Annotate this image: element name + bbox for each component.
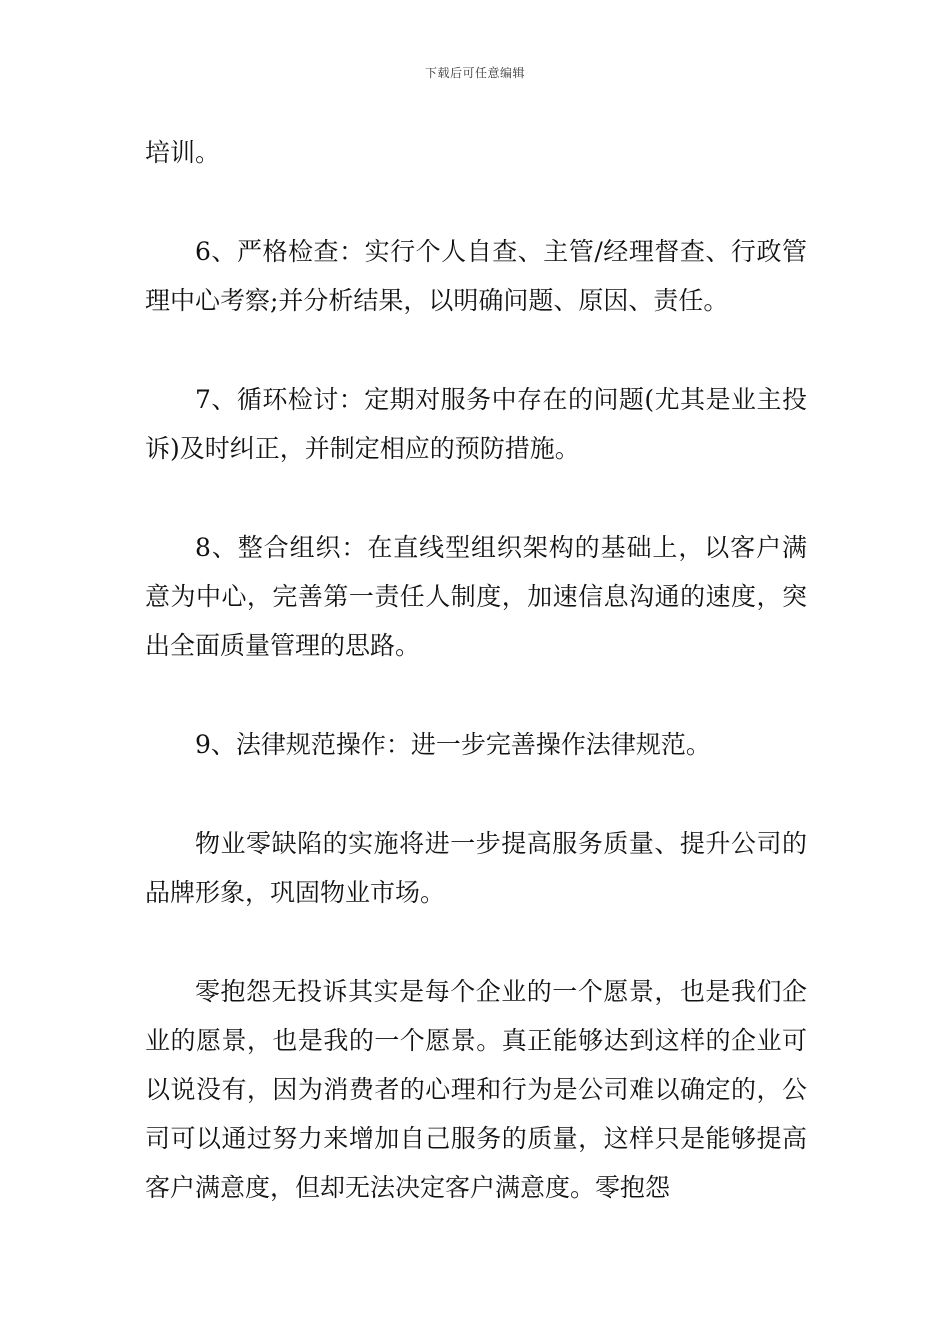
- page-header: 下载后可任意编辑: [424, 66, 525, 80]
- paragraph-item-8: 8、整合组织：在直线型组织架构的基础上，以客户满意为中心，完善第一责任人制度，加速信息沟通的速度，突出全面质量管理的思路。: [145, 533, 807, 660]
- paragraph-item-7: 7、循环检讨：定期对服务中存在的问题(尤其是业主投诉)及时纠正，并制定相应的预防措施。: [145, 385, 807, 463]
- paragraph-zero-defect: 物业零缺陷的实施将进一步提高服务质量、提升公司的品牌形象，巩固物业市场。: [145, 829, 807, 907]
- paragraph-item-6: 6、严格检查：实行个人自查、主管/经理督查、行政管理中心考察;并分析结果，以明确问题、原因、责任。: [145, 237, 807, 315]
- paragraph-zero-complaint: 零抱怨无投诉其实是每个企业的一个愿景，也是我们企业的愿景，也是我的一个愿景。真正能够达到这样的企业可以说没有，因为消费者的心理和行为是公司难以确定的，公司可以通过努力来增加自己服务的质量，这样只是能够提高客户满意度，但却无法决定客户满意度。零抱怨: [145, 977, 807, 1202]
- document-body: [145, 128, 807, 1212]
- paragraph-training-end: 培训。: [145, 138, 221, 167]
- paragraph-item-9: 9、法律规范操作：进一步完善操作法律规范。: [195, 730, 711, 759]
